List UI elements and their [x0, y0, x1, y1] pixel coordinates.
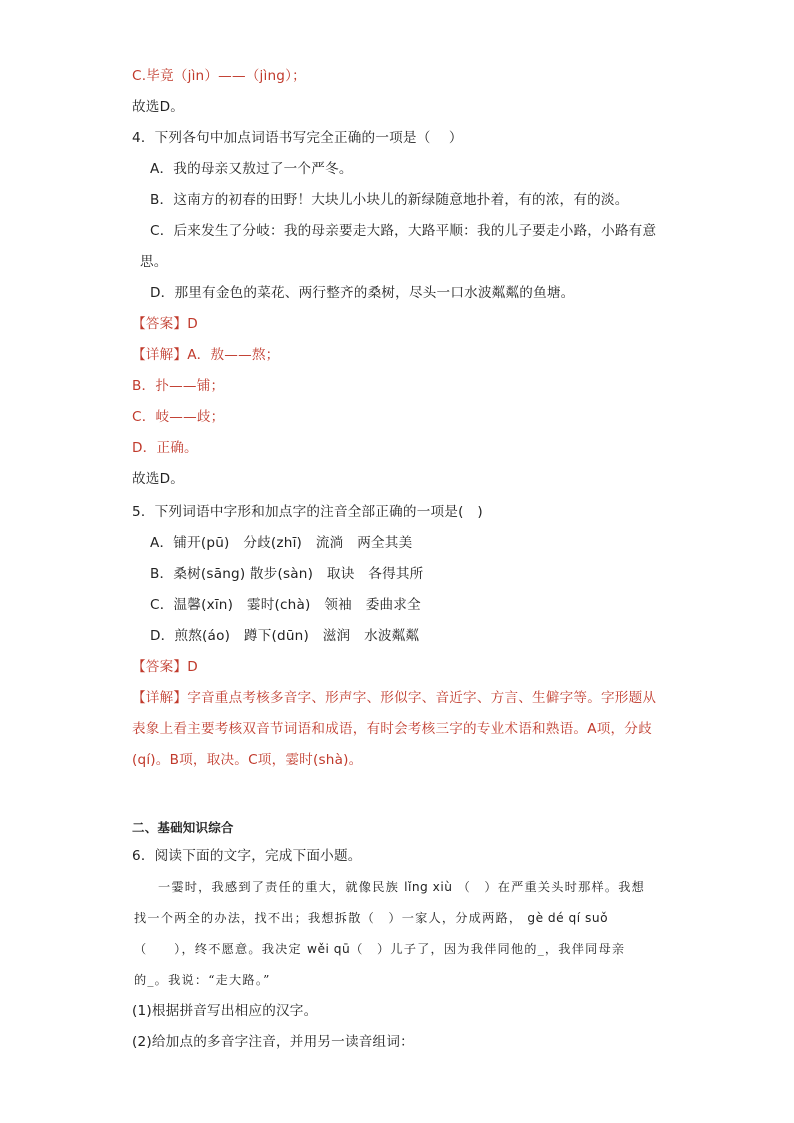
pinyin-blank: gè dé qí suǒ: [527, 911, 609, 925]
q6-sub-question-2: (2)给加点的多音字注音，并用另一读音组词：: [132, 1034, 414, 1050]
line-q3-conclusion: 故选D。: [132, 99, 185, 115]
detail-text: A．敖——熬；: [187, 347, 280, 363]
q4-detail-d: D．正确。: [132, 440, 198, 456]
answer-value: D: [187, 659, 198, 675]
q6-passage-line-1: 一霎时，我感到了责任的重大，就像民族 lǐng xiù （ ）在严重关头时那样。我想: [158, 880, 646, 894]
q5-option-c: C．温馨(xīn) 霎时(chà) 领袖 委曲求全: [150, 597, 421, 613]
q4-answer: [132, 314, 198, 334]
section-heading-2: 二、基础知识综合: [132, 820, 234, 835]
detail-tag: 【详解】: [132, 347, 188, 363]
q5-detail-3: (qí)。B项，取决。C项，霎时(shà)。: [132, 752, 363, 768]
answer-tag: 【答案】: [132, 659, 188, 675]
answer-value: D: [187, 316, 198, 332]
q6-passage-line-4: 的_。我说：“走大路。”: [134, 973, 271, 987]
q6-sub-question-1: (1)根据拼音写出相应的汉字。: [132, 1003, 318, 1019]
q4-detail-b: B．扑——铺；: [132, 378, 225, 394]
q4-conclusion: 故选D。: [132, 471, 185, 487]
q4-option-c-cont: 思。: [140, 254, 168, 270]
pinyin-blank: wěi qū: [307, 942, 351, 956]
pinyin-blank: lǐng xiù: [404, 880, 453, 894]
q5-detail-2: 表象上看主要考核双音节词语和成语，有时会考核三字的专业术语和熟语。A项，分歧: [132, 721, 652, 737]
q6-stem: 6．阅读下面的文字，完成下面小题。: [132, 848, 362, 864]
q4-option-b: B．这南方的初春的田野！大块儿小块儿的新绿随意地扑着，有的浓，有的淡。: [150, 192, 629, 208]
q5-stem: 5．下列词语中字形和加点字的注音全部正确的一项是( ): [132, 504, 483, 520]
q4-option-a: A．我的母亲又敖过了一个严冬。: [150, 161, 353, 177]
q4-detail-c: C．岐——歧；: [132, 409, 225, 425]
q6-passage-line-3: （ ），终不愿意。我决定 wěi qū（ ）儿子了，因为我伴同他的_，我伴同母亲: [134, 942, 626, 956]
detail-tag: 【详解】: [132, 690, 188, 706]
answer-tag: 【答案】: [132, 316, 188, 332]
q5-answer: [132, 657, 198, 677]
q5-option-a: A．铺开(pū) 分歧(zhī) 流淌 两全其美: [150, 535, 413, 551]
detail-text: 字音重点考核多音字、形声字、形似字、音近字、方言、生僻字等。字形题从: [187, 690, 657, 706]
q4-detail: [132, 345, 279, 365]
line-q3-option-c: [132, 66, 306, 86]
q3-option-c-text: C.毕竟（jìn）——（jìng）；: [132, 68, 306, 84]
q4-option-c: C．后来发生了分岐：我的母亲要走大路，大路平顺：我的儿子要走小路，小路有意: [150, 223, 657, 239]
q4-stem: 4．下列各句中加点词语书写完全正确的一项是（ ）: [132, 130, 463, 146]
q5-detail: [132, 688, 656, 708]
q5-option-d: D．煎熬(áo) 蹲下(dūn) 滋润 水波粼粼: [150, 628, 420, 644]
q6-passage-line-2: 找一个两全的办法，找不出；我想拆散（ ）一家人，分成两路， gè dé qí suǒ: [134, 911, 609, 925]
q5-option-b: B．桑树(sāng) 散步(sàn) 取诀 各得其所: [150, 566, 424, 582]
q4-option-d: D．那里有金色的菜花、两行整齐的桑树，尽头一口水波粼粼的鱼塘。: [150, 285, 575, 301]
